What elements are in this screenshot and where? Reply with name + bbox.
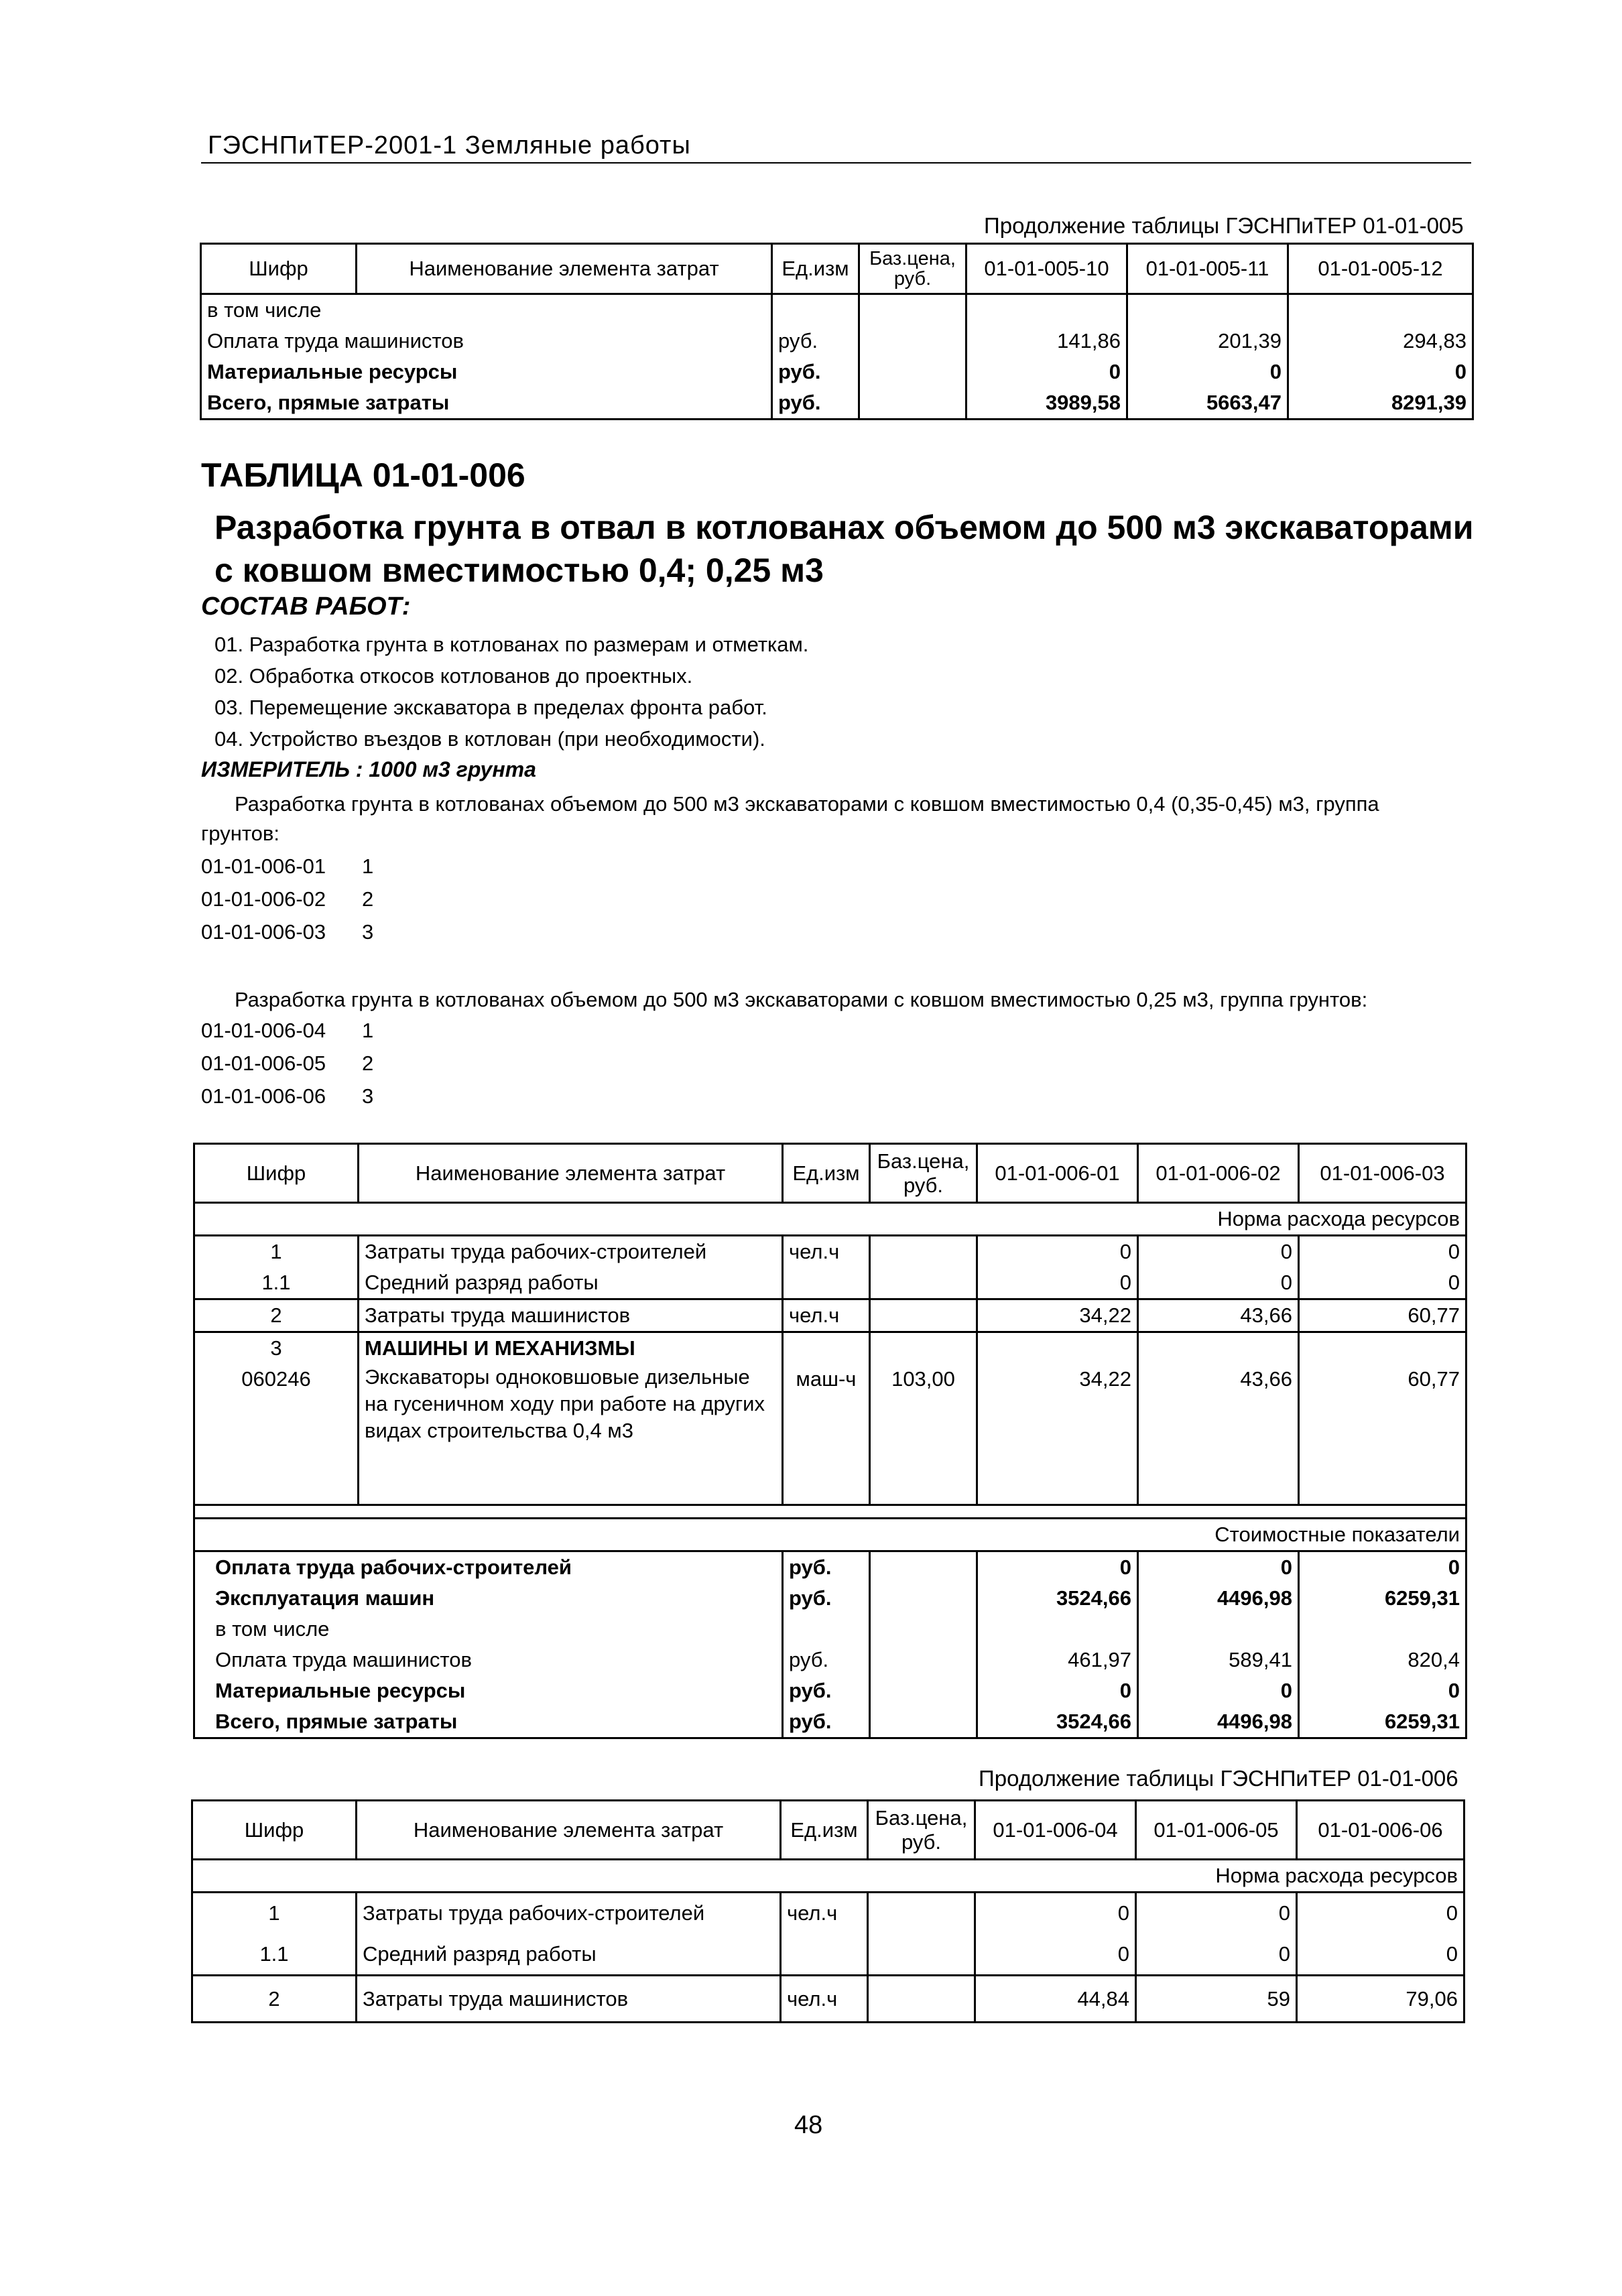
section-label-row <box>194 1518 1467 1551</box>
cost-table-01-01-006 <box>193 1143 1467 1739</box>
col-header-unit: Ед.изм <box>781 1801 868 1860</box>
col-header-code-1: 01-01-005-10 <box>966 244 1127 294</box>
table-row: 2 Затраты труда машинистов чел.ч 34,22 43,66 60,77 <box>194 1299 1467 1332</box>
list-item: 01. Разработка грунта в котлованах по размерам и отметкам. <box>214 633 809 656</box>
table-header-row <box>194 1144 1467 1203</box>
group-description: Разработка грунта в котлованах объемом до 500 м3 экскаваторами с ковшом вместимостью 0,4 (0,35-0,45) м3, группа грунтов: <box>201 792 1379 845</box>
works-list <box>214 629 808 755</box>
table-row: 2 Затраты труда машинистов чел.ч 44,84 59 79,06 <box>192 1976 1464 2023</box>
table-caption: Продолжение таблицы ГЭСНПиТЕР 01-01-006 <box>979 1766 1458 1791</box>
table-title: ТАБЛИЦА 01-01-006 <box>201 456 525 494</box>
section-label-row <box>192 1860 1464 1893</box>
col-header-code-1: 01-01-006-01 <box>977 1144 1138 1203</box>
list-item: 01-01-006-01 1 <box>201 854 374 878</box>
cost-label: Стоимостные показатели <box>194 1518 1467 1551</box>
col-header-code-1: 01-01-006-04 <box>975 1801 1136 1860</box>
table-row: Оплата труда машинистов руб. 461,97 589,41 820,4 <box>194 1645 1467 1675</box>
table-row: Материальные ресурсы руб. 0 0 0 <box>201 357 1473 387</box>
table-subtitle: Разработка грунта в отвал в котлованах объемом до 500 м3 экскаваторами с ковшом вместимостью 0,4; 0,25 м3 <box>214 509 1474 589</box>
table-row: 1 Затраты труда рабочих-строителей чел.ч 0 0 0 <box>194 1236 1467 1268</box>
col-header-code: Шифр <box>192 1801 357 1860</box>
table-row: в том числе <box>201 294 1473 326</box>
meter-label: ИЗМЕРИТЕЛЬ : 1000 м3 грунта <box>201 757 536 781</box>
table-row: Эксплуатация машин руб. 3524,66 4496,98 6259,31 <box>194 1583 1467 1614</box>
list-item: 01-01-006-02 2 <box>201 887 374 911</box>
table-row: 1 Затраты труда рабочих-строителей чел.ч 0 0 0 <box>192 1893 1464 1934</box>
list-item: 01-01-006-06 3 <box>201 1084 374 1108</box>
col-header-code-3: 01-01-006-03 <box>1299 1144 1467 1203</box>
list-item: 04. Устройство въездов в котлован (при необходимости). <box>214 727 765 751</box>
list-item: 01-01-006-03 3 <box>201 920 374 944</box>
header-rule <box>201 162 1471 164</box>
page-number: 48 <box>794 2111 823 2139</box>
list-item: 03. Перемещение экскаватора в пределах фронта работ. <box>214 696 767 719</box>
table-row: 3 МАШИНЫ И МЕХАНИЗМЫ <box>194 1332 1467 1364</box>
section-label-row <box>194 1203 1467 1236</box>
col-header-code-2: 01-01-006-05 <box>1136 1801 1297 1860</box>
code-list <box>201 1014 373 1112</box>
table-row: 060246 Экскаваторы одноковшовые дизельные на гусеничном ходу при работе на других видах строительства 0,4 м3 маш-ч 103,00 34,22 43,66 60,77 <box>194 1364 1467 1505</box>
col-header-code-2: 01-01-006-02 <box>1138 1144 1299 1203</box>
table-row: 1.1 Средний разряд работы 0 0 0 <box>192 1934 1464 1976</box>
table-row: Материальные ресурсы руб. 0 0 0 <box>194 1675 1467 1706</box>
table-row: в том числе <box>194 1614 1467 1645</box>
table-caption: Продолжение таблицы ГЭСНПиТЕР 01-01-005 <box>984 213 1464 238</box>
col-header-price: Баз.цена, руб. <box>868 1801 975 1860</box>
table-row: Всего, прямые затраты руб. 3989,58 5663,47 8291,39 <box>201 387 1473 420</box>
col-header-price: Баз.цена, руб. <box>859 244 966 294</box>
spacer-row <box>194 1505 1467 1518</box>
col-header-code-3: 01-01-005-12 <box>1288 244 1473 294</box>
col-header-code-3: 01-01-006-06 <box>1297 1801 1464 1860</box>
table-row: Всего, прямые затраты руб. 3524,66 4496,98 6259,31 <box>194 1706 1467 1738</box>
cost-table-01-01-006-cont <box>191 1799 1465 2023</box>
list-item: 02. Обработка откосов котлованов до проектных. <box>214 664 693 688</box>
cost-table-01-01-005 <box>200 243 1474 420</box>
table-row: Оплата труда рабочих-строителей руб. 0 0 0 <box>194 1551 1467 1583</box>
col-header-code: Шифр <box>194 1144 359 1203</box>
norm-label: Норма расхода ресурсов <box>194 1203 1467 1236</box>
list-item: 01-01-006-05 2 <box>201 1051 374 1075</box>
code-list <box>201 850 373 948</box>
norm-label: Норма расхода ресурсов <box>192 1860 1464 1893</box>
list-item: 01-01-006-04 1 <box>201 1019 374 1042</box>
col-header-price: Баз.цена, руб. <box>870 1144 977 1203</box>
group-description: Разработка грунта в котлованах объемом до 500 м3 экскаваторами с ковшом вместимостью 0,25 м3, группа грунтов: <box>235 988 1368 1011</box>
col-header-name: Наименование элемента затрат <box>359 1144 783 1203</box>
col-header-name: Наименование элемента затрат <box>357 244 772 294</box>
col-header-unit: Ед.изм <box>772 244 859 294</box>
col-header-unit: Ед.изм <box>783 1144 870 1203</box>
table-row: 1.1 Средний разряд работы 0 0 0 <box>194 1267 1467 1299</box>
col-header-code-2: 01-01-005-11 <box>1127 244 1288 294</box>
table-row: Оплата труда машинистов руб. 141,86 201,39 294,83 <box>201 326 1473 357</box>
running-header: ГЭСНПиТЕР-2001-1 Земляные работы <box>208 131 691 160</box>
col-header-code: Шифр <box>201 244 357 294</box>
composition-title: СОСТАВ РАБОТ: <box>201 592 411 621</box>
col-header-name: Наименование элемента затрат <box>357 1801 781 1860</box>
table-header-row <box>201 244 1473 294</box>
table-header-row <box>192 1801 1464 1860</box>
